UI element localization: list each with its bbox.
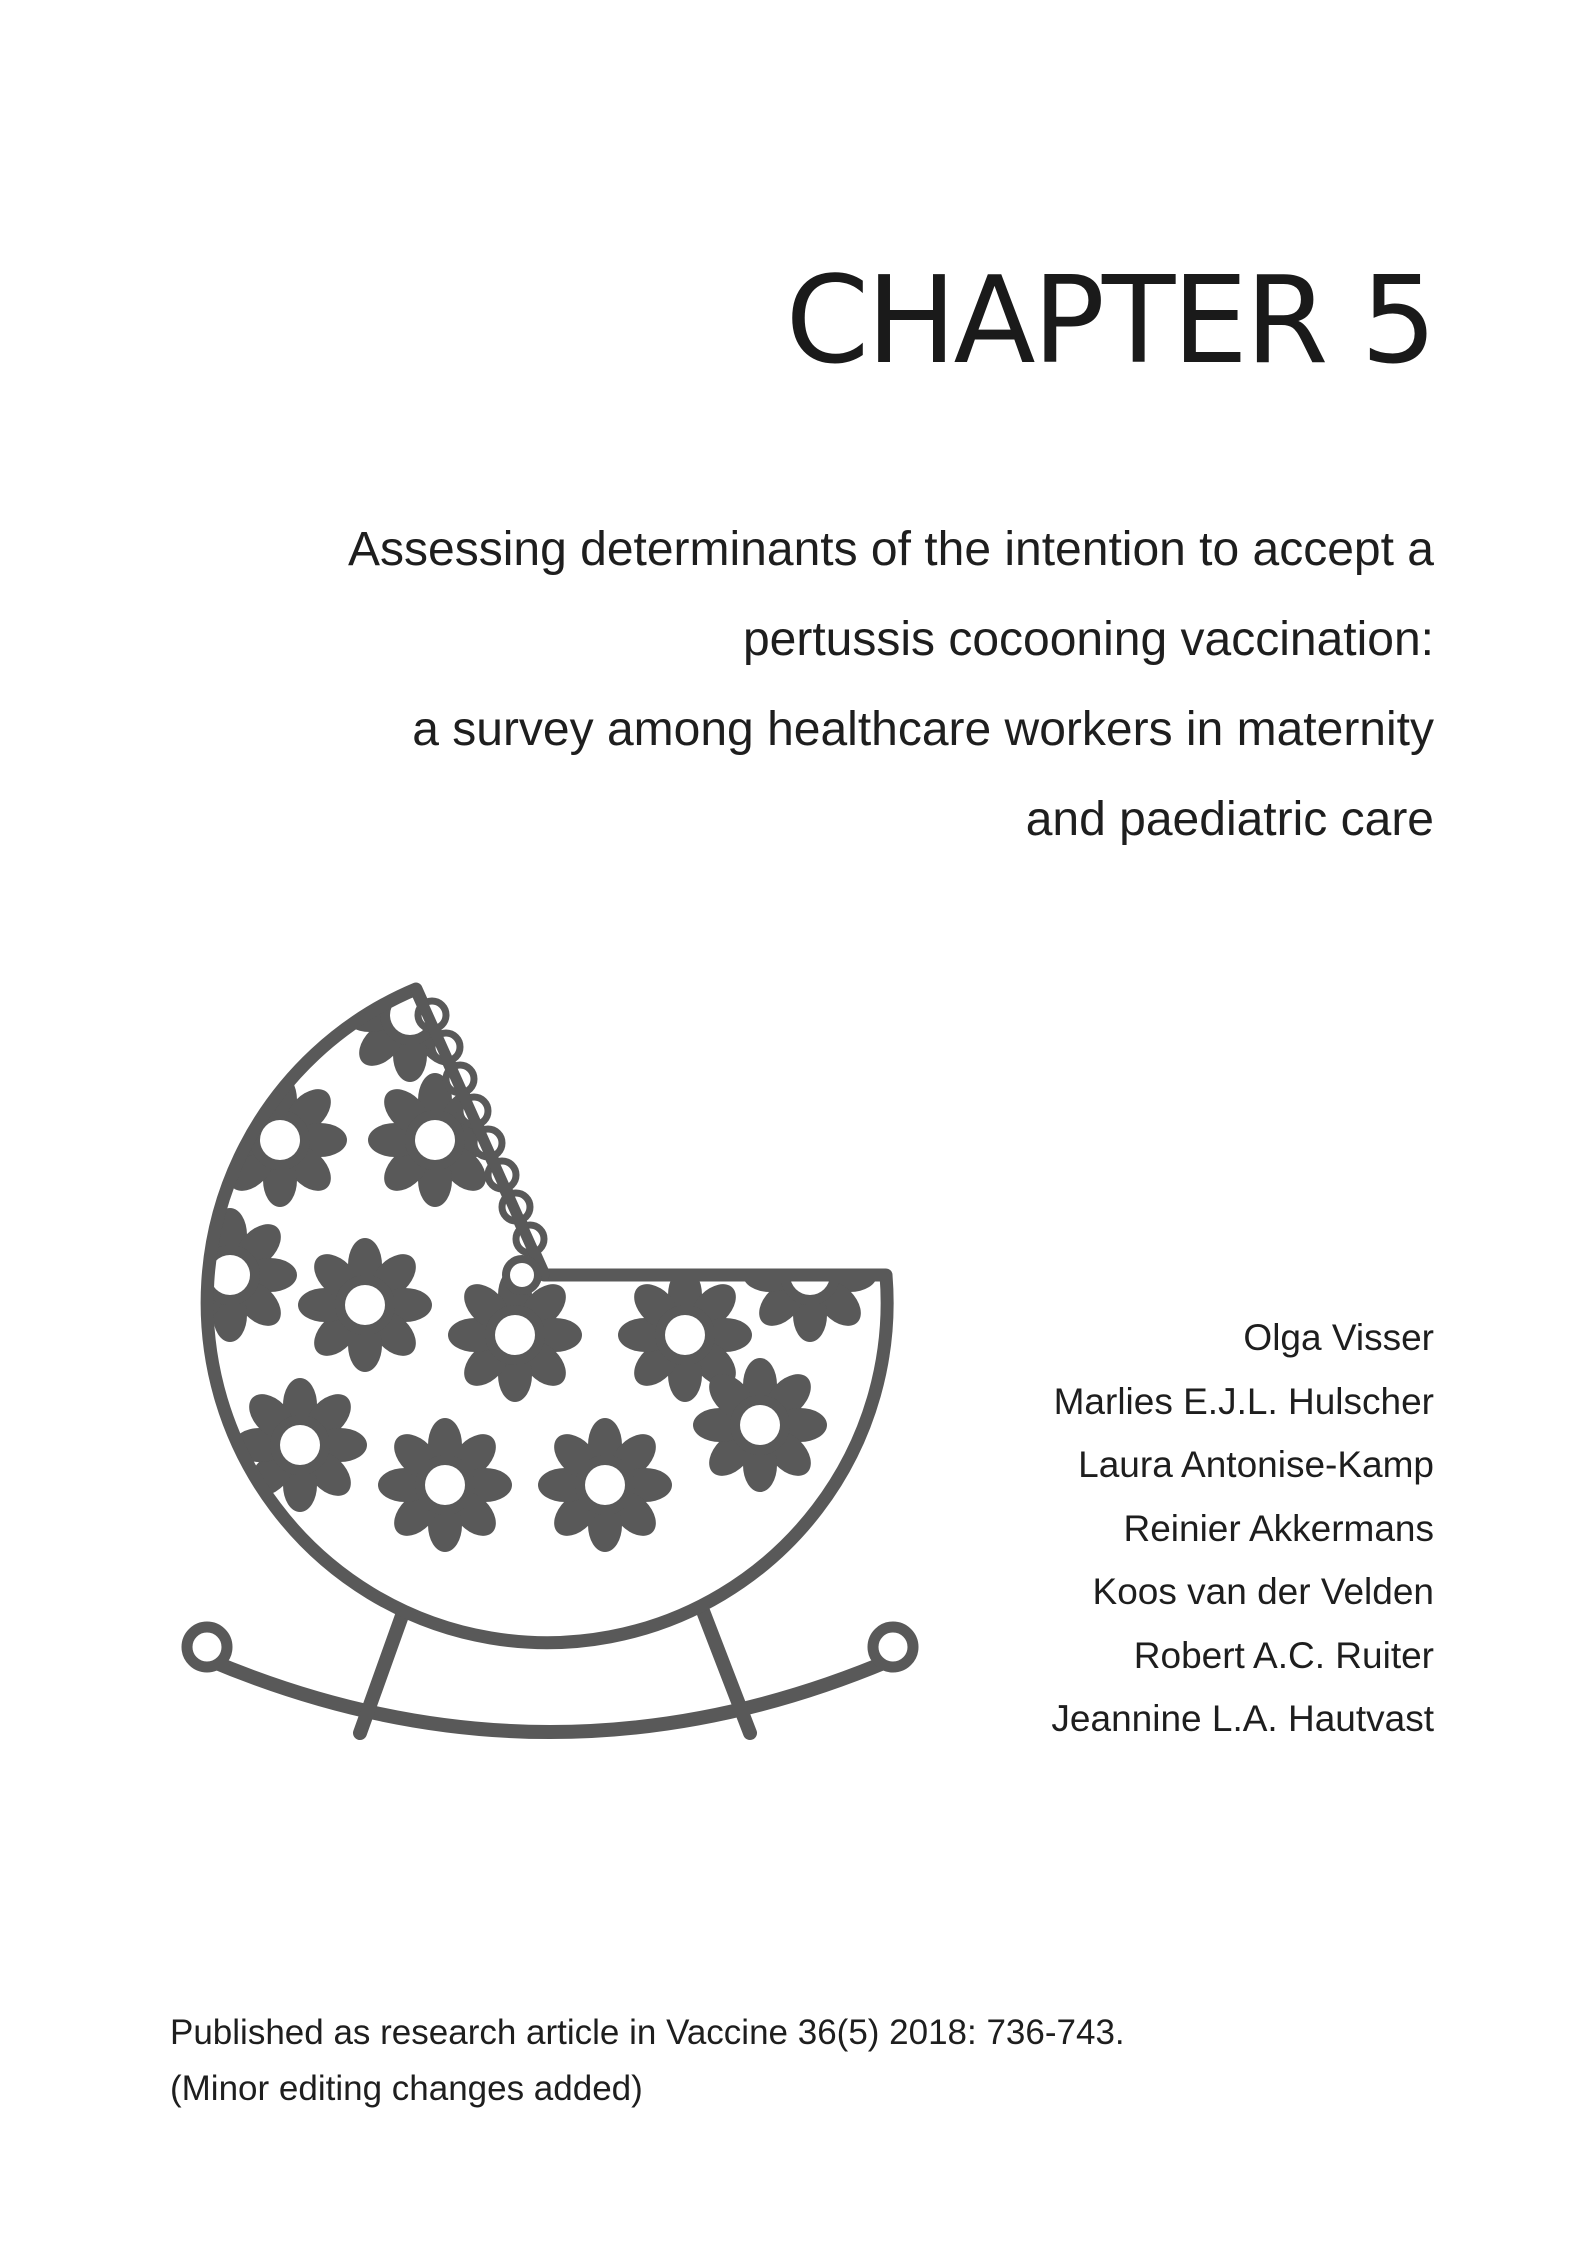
rocking-cradle-icon [170,975,930,1785]
author-name: Olga Visser [1243,1317,1434,1358]
chapter-title-line: pertussis cocooning vaccination: [742,613,1434,666]
chapter-title-line: Assessing determinants of the intention to accept a [348,523,1434,576]
chapter-heading: CHAPTER 5 [785,252,1434,391]
author-list [1051,1306,1434,1751]
publication-citation: Published as research article in Vaccine 36(5) 2018: 736-743. [170,2013,1125,2052]
author-name: Koos van der Velden [1092,1571,1434,1612]
publication-edit-note: (Minor editing changes added) [170,2069,643,2108]
publication-note [170,2005,1125,2117]
author-name: Robert A.C. Ruiter [1133,1634,1434,1676]
author-name: Jeannine L.A. Hautvast [1051,1698,1434,1739]
chapter-title [348,505,1434,865]
author-name: Marlies E.J.L. Hulscher [1053,1380,1434,1422]
chapter-title-line: a survey among healthcare workers in maternity [412,703,1434,756]
author-name: Laura Antonise-Kamp [1078,1444,1434,1485]
chapter-title-line: and paediatric care [1025,793,1434,846]
author-name: Reinier Akkermans [1123,1507,1434,1549]
